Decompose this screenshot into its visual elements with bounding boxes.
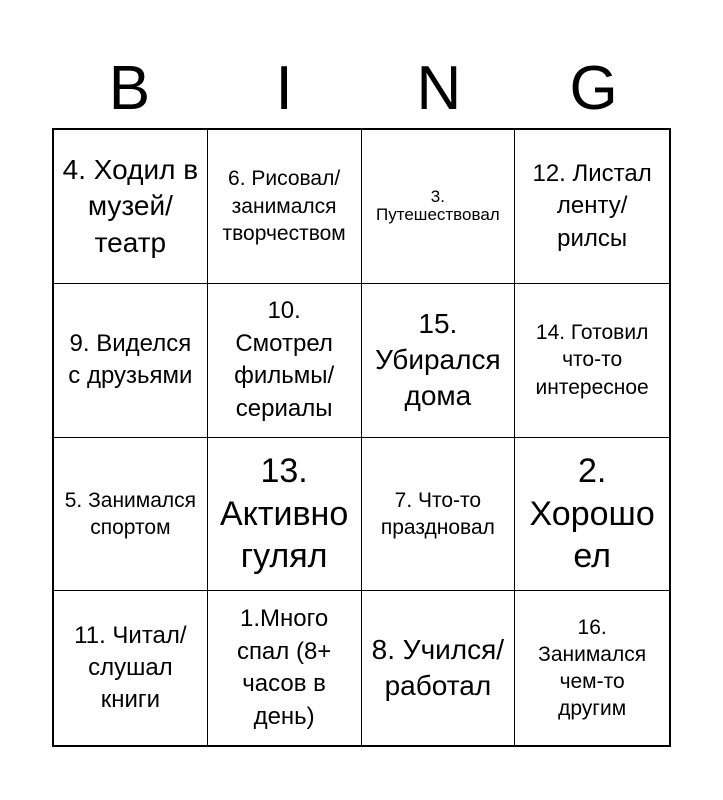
cell-text: 6. Рисовал/ занимался творчеством [222,167,346,246]
cell-text: 3. Путешествовал [376,186,500,225]
cell-text: 4. Ходил в музей/ театр [62,153,199,258]
bingo-cell[interactable] [515,591,669,745]
cell-text: 15. Убирался дома [375,307,501,412]
cell-text: 13. Активно гулял [220,452,349,576]
header-letter-g: G [569,54,618,123]
bingo-cell[interactable] [54,438,208,592]
header-letter-i: I [275,54,293,123]
bingo-cell[interactable] [362,130,516,284]
cell-text: 10. Смотрел фильмы/ сериалы [234,297,335,422]
cell-text: 2. Хорошо ел [529,452,655,576]
bingo-cell[interactable] [208,438,362,592]
bingo-cell[interactable] [208,130,362,284]
bingo-cell[interactable] [54,130,208,284]
header-letter-b: B [108,54,151,123]
cell-text: 1.Много спал (8+ часов в день) [236,605,332,730]
cell-text: 9. Виделся с друзьями [68,329,193,390]
bingo-cell[interactable] [54,591,208,745]
cell-text: 11. Читал/ слушал книги [74,621,187,714]
bingo-header [52,50,671,128]
cell-text: 16. Занимался чем-то другим [538,615,647,721]
bingo-cell[interactable] [515,284,669,438]
cell-text: 8. Учился/ работал [371,633,505,702]
cell-text: 14. Готовил что-то интересное [535,321,649,399]
bingo-cell[interactable] [515,130,669,284]
bingo-cell[interactable] [362,591,516,745]
bingo-cell[interactable] [515,438,669,592]
bingo-cell[interactable] [362,438,516,592]
bingo-cell[interactable] [54,284,208,438]
header-letter-n: N [416,54,462,123]
bingo-cell[interactable] [362,284,516,438]
bingo-cell[interactable] [208,591,362,745]
cell-text: 7. Что-то праздновал [380,488,495,539]
bingo-board [52,128,671,747]
cell-text: 12. Листал ленту/ рилсы [532,159,652,252]
cell-text: 5. Занимался спортом [64,488,197,539]
bingo-cell[interactable] [208,284,362,438]
